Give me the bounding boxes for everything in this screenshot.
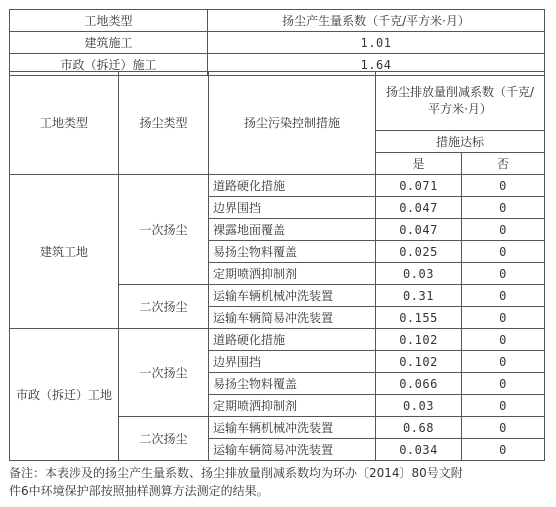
no-value-cell: 0 — [462, 175, 545, 197]
yes-value-cell: 0.68 — [376, 417, 462, 439]
table-row — [10, 32, 545, 54]
no-value-cell: 0 — [462, 197, 545, 219]
measure-cell: 易扬尘物料覆盖 — [209, 241, 376, 263]
measure-cell: 裸露地面覆盖 — [209, 219, 376, 241]
measure-cell: 定期喷洒抑制剂 — [209, 263, 376, 285]
header-dust-type: 扬尘类型 — [119, 72, 209, 175]
header-control-measures: 扬尘污染控制措施 — [209, 72, 376, 175]
footnote — [9, 464, 549, 500]
no-value-cell: 0 — [462, 329, 545, 351]
yes-value-cell: 0.03 — [376, 263, 462, 285]
measure-cell: 道路硬化措施 — [209, 175, 376, 197]
footnote-line: 备注：本表涉及的扬尘产生量系数、扬尘排放量削减系数均为环办〔2014〕80号文附 — [9, 466, 463, 480]
no-value-cell: 0 — [462, 263, 545, 285]
header-compliance: 措施达标 — [376, 131, 545, 153]
site-type-cell: 市政（拆迁）工地 — [10, 329, 119, 461]
no-value-cell: 0 — [462, 241, 545, 263]
measure-cell: 运输车辆简易冲洗装置 — [209, 307, 376, 329]
yes-value-cell: 0.102 — [376, 329, 462, 351]
dust-type-cell: 一次扬尘 — [119, 329, 209, 417]
measure-cell: 运输车辆机械冲洗装置 — [209, 417, 376, 439]
no-value-cell: 0 — [462, 395, 545, 417]
dust-reduction-table — [9, 71, 545, 461]
table-row — [10, 329, 545, 351]
measure-cell: 边界围挡 — [209, 197, 376, 219]
yes-value-cell: 0.102 — [376, 351, 462, 373]
no-value-cell: 0 — [462, 373, 545, 395]
no-value-cell: 0 — [462, 285, 545, 307]
dust-type-cell: 二次扬尘 — [119, 285, 209, 329]
measure-cell: 运输车辆机械冲洗装置 — [209, 285, 376, 307]
row-coef-value: 1.01 — [208, 32, 545, 54]
header-yes: 是 — [376, 153, 462, 175]
yes-value-cell: 0.034 — [376, 439, 462, 461]
yes-value-cell: 0.31 — [376, 285, 462, 307]
yes-value-cell: 0.066 — [376, 373, 462, 395]
measure-cell: 定期喷洒抑制剂 — [209, 395, 376, 417]
yes-value-cell: 0.047 — [376, 219, 462, 241]
row-coef-value: 1.64 — [208, 54, 545, 76]
no-value-cell: 0 — [462, 439, 545, 461]
yes-value-cell: 0.03 — [376, 395, 462, 417]
yes-value-cell: 0.071 — [376, 175, 462, 197]
yes-value-cell: 0.025 — [376, 241, 462, 263]
no-value-cell: 0 — [462, 219, 545, 241]
dust-generation-table — [9, 9, 545, 76]
table-header-row — [10, 10, 545, 32]
no-value-cell: 0 — [462, 351, 545, 373]
no-value-cell: 0 — [462, 307, 545, 329]
header-site-type: 工地类型 — [10, 10, 208, 32]
no-value-cell: 0 — [462, 417, 545, 439]
measure-cell: 道路硬化措施 — [209, 329, 376, 351]
footnote-line: 件6中环境保护部按照抽样测算方法测定的结果。 — [9, 484, 269, 498]
row-site-type: 建筑施工 — [10, 32, 208, 54]
site-type-cell: 建筑工地 — [10, 175, 119, 329]
header-reduction-coef: 扬尘排放量削减系数（千克/平方米·月） — [376, 72, 545, 131]
header-generation-coef: 扬尘产生量系数（千克/平方米·月） — [208, 10, 545, 32]
measure-cell: 边界围挡 — [209, 351, 376, 373]
dust-type-cell: 二次扬尘 — [119, 417, 209, 461]
table-header-row — [10, 72, 545, 131]
row-site-type: 市政（拆迁）施工 — [10, 54, 208, 76]
dust-type-cell: 一次扬尘 — [119, 175, 209, 285]
measure-cell: 运输车辆简易冲洗装置 — [209, 439, 376, 461]
header-site-type: 工地类型 — [10, 72, 119, 175]
measure-cell: 易扬尘物料覆盖 — [209, 373, 376, 395]
yes-value-cell: 0.047 — [376, 197, 462, 219]
header-no: 否 — [462, 153, 545, 175]
table-row — [10, 175, 545, 197]
yes-value-cell: 0.155 — [376, 307, 462, 329]
